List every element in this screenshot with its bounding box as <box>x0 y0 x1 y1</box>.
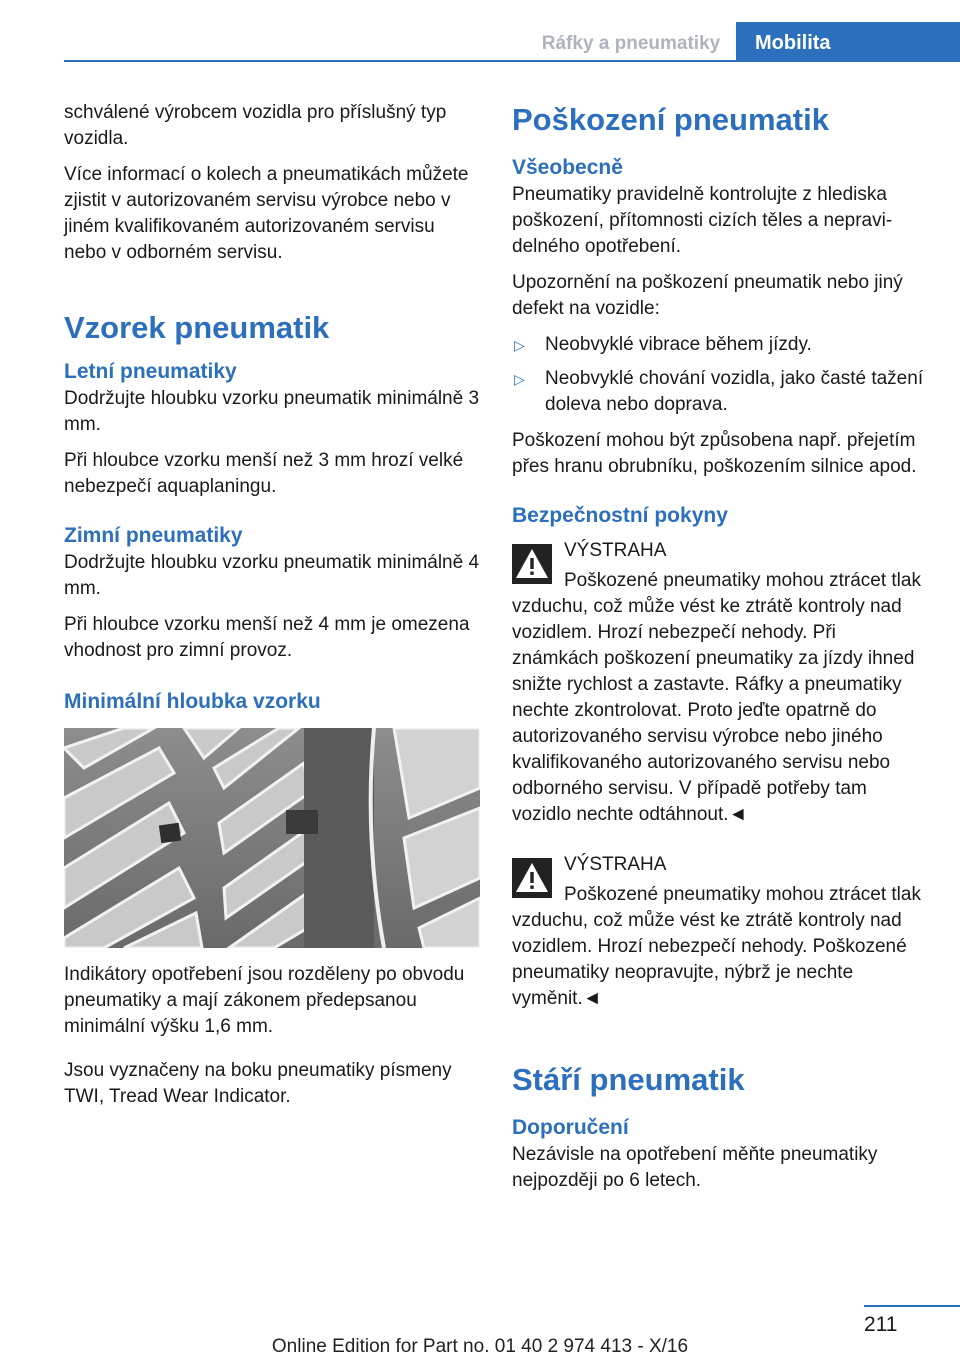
section-title-damage: Poškození pneumatik <box>512 102 829 137</box>
winter-paragraph-1: Dodržujte hloubku vzorku pneumatik minimálně 4 mm. <box>64 552 480 599</box>
page-number-rule <box>864 1305 960 1307</box>
list-item: ▷ Neobvyklé chování vozidla, jako časté tažení doleva nebo doprava. <box>514 368 924 415</box>
warning-icon <box>512 544 552 584</box>
warning-text: Poškozené pneumatiky mohou ztrácet tlak vzduchu, což může vést ke ztrátě kontroly nad vozidlem. Hrozí nebezpečí nehody. Poškozené pneumatiky neopravujte, nýbrž je nechte vyměnit.◄ <box>512 884 921 1009</box>
min-tread-paragraph-1: Indikátory opotřebení jsou rozděleny po obvodu pneumatiky a mají zákonem předepsanou minimální výšku 1,6 mm. <box>64 964 465 1037</box>
page-number: 211 <box>864 1313 898 1336</box>
footer-edition: Online Edition for Part no. 01 40 2 974 413 - X/16 <box>271 1336 689 1357</box>
intro-paragraph-2: Více informací o kolech a pneumatikách můžete zjistit v autorizovaném servisu výrobce nebo v jiném kvalifikovaném autorizovaném servisu nebo v odborném servisu. <box>64 164 469 263</box>
list-item: ▷ Neobvyklé vibrace během jízdy. <box>512 332 927 358</box>
summer-paragraph-2: Při hloubce vzorku menší než 3 mm hrozí velké nebezpečí aquaplaningu. <box>64 450 464 497</box>
subsection-summer-tyres: Letní pneumatiky <box>64 360 237 383</box>
subsection-general: Všeobecně <box>512 156 623 179</box>
warning-icon <box>512 858 552 898</box>
subsection-winter-tyres: Zimní pneumatiky <box>64 524 243 547</box>
right-column <box>512 100 927 1204</box>
subsection-min-tread-depth: Minimální hloubka vzorku <box>64 690 321 713</box>
summer-paragraph-1: Dodržujte hloubku vzorku pneumatik minimálně 3 mm. <box>64 388 480 435</box>
warning-heading: VÝSTRAHA <box>564 854 667 875</box>
subsection-recommendation: Doporučení <box>512 1116 629 1139</box>
section-title-tyre-age: Stáří pneumatik <box>512 1062 745 1097</box>
tread-wear-indicator-illustration <box>64 728 480 948</box>
intro-paragraph-1: schválené výrobcem vozidla pro příslušný typ vozidla. <box>64 102 447 149</box>
subsection-safety-notes: Bezpečnostní pokyny <box>512 504 728 527</box>
bullet-triangle-icon: ▷ <box>514 337 525 353</box>
header-rule <box>64 60 960 62</box>
warning-heading: VÝSTRAHA <box>564 540 667 561</box>
recommendation-paragraph: Nezávisle na opotřebení měňte pneumatiky nejpozději po 6 letech. <box>512 1144 878 1191</box>
left-column <box>64 100 480 1120</box>
warning-block-1 <box>512 538 927 828</box>
warning-text: Poškozené pneumatiky mohou ztrácet tlak vzduchu, což může vést ke ztrátě kontroly nad vozidlem. Hrozí nebezpečí nehody. Při známkách poškození pneumatiky za jízdy ihned snižte rychlost a zastavte. Ráfky a pneumatiky nechte zkontrolovat. Proto jeďte opatrně do autorizovaného servisu výrobce nebo jiného kvalifikovaného autorizovaného servisu nebo odborného servisu. V případě potřeby tam vozidlo nechte odtáhnout.◄ <box>512 570 921 825</box>
symptom-list <box>512 332 927 418</box>
header-section-title: Ráfky a pneumatiky <box>541 33 721 54</box>
general-paragraph-1: Pneumatiky pravidelně kontrolujte z hlediska poškození, přítomnosti cizích těles a nepravidelného opotřebení. <box>512 184 893 257</box>
winter-paragraph-2: Při hloubce vzorku menší než 4 mm je omezena vhodnost pro zimní provoz. <box>64 614 470 661</box>
min-tread-paragraph-2: Jsou vyznačeny na boku pneumatiky písmeny TWI, Tread Wear Indicator. <box>64 1060 452 1107</box>
general-paragraph-3: Poškození mohou být způsobena např. přejetím přes hranu obrubníku, poškozením silnice apod. <box>512 430 917 477</box>
warning-block-2 <box>512 852 927 1012</box>
general-paragraph-2: Upozornění na poškození pneumatik nebo jiný defekt na vozidle: <box>512 272 903 319</box>
bullet-triangle-icon: ▷ <box>514 371 525 387</box>
header-chapter-tab: Mobilita <box>736 22 960 62</box>
section-title-tread: Vzorek pneumatik <box>64 310 330 345</box>
